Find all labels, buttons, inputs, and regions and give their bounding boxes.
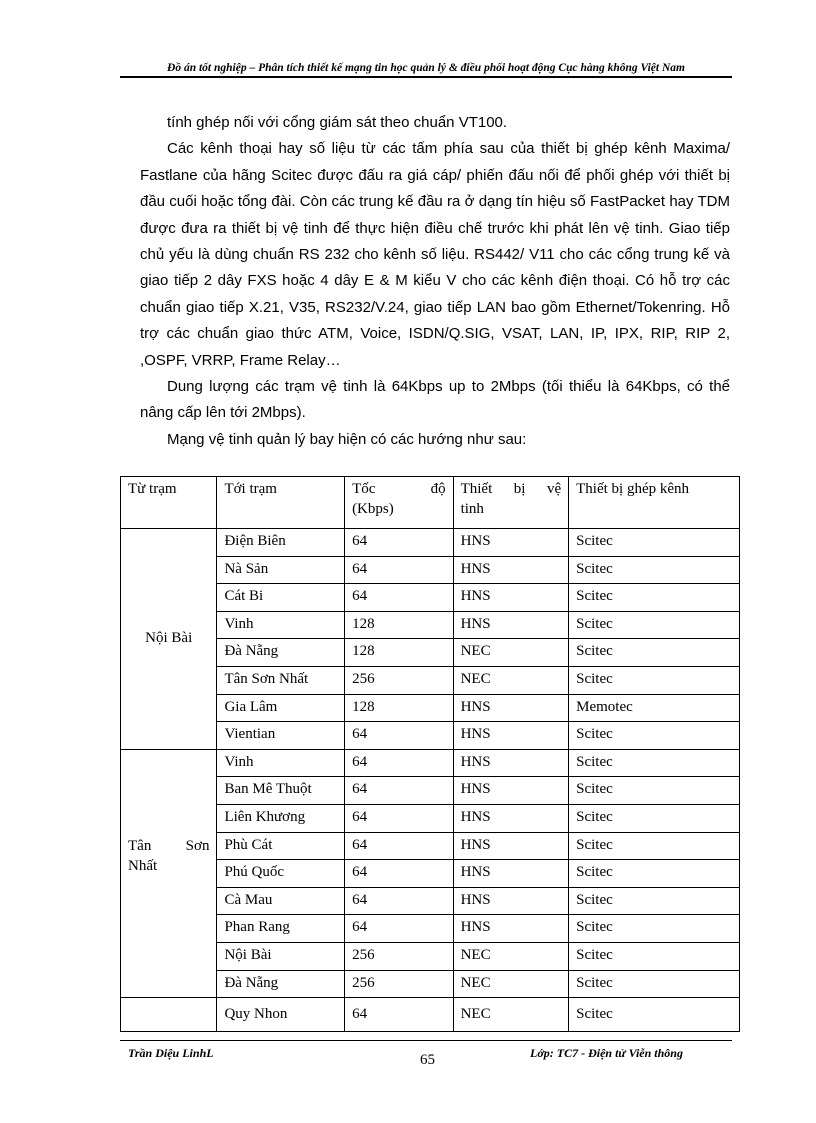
page-number: 65	[420, 1052, 435, 1068]
table-header-row	[121, 477, 740, 529]
satellite-equipment: HNS	[453, 832, 569, 860]
from-station-line	[128, 836, 209, 856]
header-speed	[345, 477, 454, 529]
to-station: Vientian	[217, 722, 345, 750]
mux-equipment: Scitec	[569, 887, 740, 915]
from-station-cell	[121, 529, 217, 750]
to-station: Gia Lâm	[217, 694, 345, 722]
to-station: Nà Sản	[217, 556, 345, 584]
header-mux: Thiết bị ghép kênh	[569, 477, 740, 529]
table-row	[121, 529, 740, 557]
satellite-equipment: NEC	[453, 998, 569, 1032]
to-station: Ban Mê Thuột	[217, 777, 345, 805]
header-speed-word: độ	[430, 481, 446, 497]
header-satellite	[453, 477, 569, 529]
mux-equipment: Scitec	[569, 556, 740, 584]
to-station: Phú Quốc	[217, 860, 345, 888]
mux-equipment: Scitec	[569, 804, 740, 832]
satellite-equipment: NEC	[453, 639, 569, 667]
from-station: Nội Bài	[145, 630, 193, 647]
satellite-equipment: HNS	[453, 860, 569, 888]
mux-equipment: Scitec	[569, 611, 740, 639]
to-station: Cà Mau	[217, 887, 345, 915]
header-sat-word: tinh	[460, 501, 484, 517]
speed: 128	[345, 694, 454, 722]
page-header: Đồ án tốt nghiệp – Phân tích thiết kế mạng tin học quản lý & điều phối hoạt động Cục hàng không Việt Nam	[120, 62, 732, 78]
mux-equipment: Scitec	[569, 970, 740, 998]
satellite-equipment: HNS	[453, 584, 569, 612]
header-speed-unit: (Kbps)	[352, 501, 394, 517]
speed: 64	[345, 722, 454, 750]
to-station: Đà Nẵng	[217, 639, 345, 667]
from-station-word: Nhất	[128, 858, 158, 875]
speed: 64	[345, 584, 454, 612]
footer-class: Lớp: TC7 - Điện tử Viễn thông	[530, 1046, 683, 1060]
to-station: Quy Nhon	[217, 998, 345, 1032]
to-station: Cát Bi	[217, 584, 345, 612]
speed: 64	[345, 804, 454, 832]
mux-equipment: Scitec	[569, 666, 740, 694]
footer-author: Trần Diệu LinhL	[128, 1046, 214, 1060]
to-station: Vinh	[217, 611, 345, 639]
mux-equipment: Scitec	[569, 722, 740, 750]
to-station: Vinh	[217, 749, 345, 777]
header-from: Từ trạm	[121, 477, 217, 529]
speed: 256	[345, 666, 454, 694]
to-station: Điện Biên	[217, 529, 345, 557]
from-station-cell	[121, 998, 217, 1032]
header-sat-word: bị	[513, 481, 526, 497]
speed: 64	[345, 777, 454, 805]
speed: 128	[345, 639, 454, 667]
paragraph: tính ghép nối với cổng giám sát theo chuẩn VT100.	[167, 114, 508, 131]
group-tan-son-nhat	[121, 749, 740, 997]
satellite-equipment: NEC	[453, 666, 569, 694]
mux-equipment: Scitec	[569, 777, 740, 805]
speed: 64	[345, 529, 454, 557]
from-station-word: Sơn	[185, 838, 210, 855]
paragraph: Các kênh thoại hay số liệu từ các tấm phía sau của thiết bị ghép kênh Maxima/ Fastlane của hãng Scitec được đấu ra giá cáp/ phiến đấu nối để phối ghép với thiết bị đầu cuối hoặc tổng đài. Còn các trung kế đầu ra ở dạng tín hiệu số FastPacket hay TDM được đưa ra thiết bị vệ tinh để thực hiện điều chế trước khi phát lên vệ tinh. Giao tiếp chủ yếu là dùng chuẩn RS 232 cho kênh số liệu. RS442/ V11 cho các cổng trung kế và giao tiếp 2 dây FXS hoặc 4 dây E & M kiểu V cho các kênh điện thoại. Có hỗ trợ các chuẩn giao tiếp X.21, V35, RS232/V.24, giao tiếp LAN bao gồm Ethernet/Tokenring. Hỗ trợ các chuẩn giao thức ATM, Voice, ISDN/Q.SIG, VSAT, LAN, IP, IPX, RIP, RIP 2, ,OSPF, VRRP, Frame Relay…	[140, 140, 730, 369]
satellite-equipment: HNS	[453, 804, 569, 832]
footer-divider	[120, 1040, 732, 1041]
speed: 64	[345, 998, 454, 1032]
satellite-equipment: NEC	[453, 970, 569, 998]
to-station: Phù Cát	[217, 832, 345, 860]
satellite-equipment: HNS	[453, 722, 569, 750]
speed: 256	[345, 942, 454, 970]
mux-equipment: Scitec	[569, 749, 740, 777]
mux-equipment: Scitec	[569, 942, 740, 970]
to-station: Phan Rang	[217, 915, 345, 943]
satellite-equipment: HNS	[453, 529, 569, 557]
satellite-equipment: HNS	[453, 887, 569, 915]
speed: 64	[345, 832, 454, 860]
mux-equipment: Scitec	[569, 529, 740, 557]
satellite-equipment: HNS	[453, 611, 569, 639]
satellite-equipment: HNS	[453, 915, 569, 943]
mux-equipment: Scitec	[569, 639, 740, 667]
speed: 64	[345, 860, 454, 888]
satellite-equipment: HNS	[453, 749, 569, 777]
header-speed-word: Tốc	[352, 481, 376, 497]
mux-equipment: Scitec	[569, 584, 740, 612]
mux-equipment: Scitec	[569, 915, 740, 943]
body-text	[140, 110, 730, 453]
paragraph: Dung lượng các trạm vệ tinh là 64Kbps up to 2Mbps (tối thiểu là 64Kbps, có thể nâng cấp lên tới 2Mbps).	[140, 378, 730, 422]
mux-equipment: Scitec	[569, 832, 740, 860]
satellite-equipment: HNS	[453, 556, 569, 584]
to-station: Đà Nẵng	[217, 970, 345, 998]
mux-equipment: Scitec	[569, 860, 740, 888]
header-sat-word: Thiết	[460, 481, 493, 497]
from-station-word: Tân	[128, 838, 152, 855]
mux-equipment: Memotec	[569, 694, 740, 722]
speed: 64	[345, 749, 454, 777]
speed: 64	[345, 915, 454, 943]
from-station-cell	[121, 749, 217, 997]
paragraph: Mạng vệ tinh quản lý bay hiện có các hướng như sau:	[167, 430, 527, 448]
satellite-equipment: HNS	[453, 694, 569, 722]
header-sat-word: vệ	[546, 481, 562, 497]
mux-equipment: Scitec	[569, 998, 740, 1032]
speed: 256	[345, 970, 454, 998]
speed: 64	[345, 556, 454, 584]
speed: 128	[345, 611, 454, 639]
satellite-routes-table	[120, 476, 740, 1032]
satellite-equipment: HNS	[453, 777, 569, 805]
speed: 64	[345, 887, 454, 915]
group-noi-bai	[121, 529, 740, 750]
to-station: Liên Khương	[217, 804, 345, 832]
table-row	[121, 998, 740, 1032]
table-row	[121, 749, 740, 777]
group-extra	[121, 998, 740, 1032]
to-station: Tân Sơn Nhất	[217, 666, 345, 694]
header-to: Tới trạm	[217, 477, 345, 529]
satellite-equipment: NEC	[453, 942, 569, 970]
to-station: Nội Bài	[217, 942, 345, 970]
